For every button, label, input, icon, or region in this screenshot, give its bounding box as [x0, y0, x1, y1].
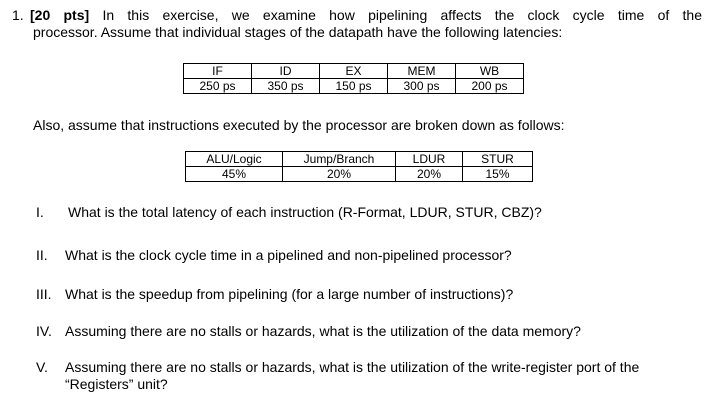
question-3-numeral: III.: [36, 286, 52, 302]
latency-header-if: IF: [184, 64, 252, 79]
latency-value-mem: 300 ps: [388, 79, 456, 94]
question-2-text: What is the clock cycle time in a pipelined and non-pipelined processor?: [65, 247, 512, 263]
question-3-text: What is the speedup from pipelining (for a large number of instructions)?: [65, 286, 514, 302]
latency-header-id: ID: [252, 64, 320, 79]
question-2: [36, 247, 704, 264]
intro-line-1: [12, 7, 702, 24]
question-5-numeral: V.: [36, 359, 48, 375]
mix-header-ldur: LDUR: [396, 152, 463, 167]
question-3: [36, 286, 704, 303]
question-4-text: Assuming there are no stalls or hazards, what is the utilization of the data memory?: [65, 323, 581, 339]
latency-value-id: 350 ps: [252, 79, 320, 94]
mix-value-ldur: 20%: [396, 167, 463, 182]
latency-value-wb: 200 ps: [456, 79, 524, 94]
mix-header-stur: STUR: [463, 152, 533, 167]
problem-intro: [12, 7, 702, 41]
problem-number: 1.: [12, 7, 24, 23]
latency-value-if: 250 ps: [184, 79, 252, 94]
instruction-mix-intro: Also, assume that instructions executed by the processor are broken down as follows:: [33, 117, 565, 133]
intro-text-1: In this exercise, we examine how pipelining affects the clock cycle time of the: [102, 7, 702, 23]
question-1-numeral: I.: [36, 204, 44, 220]
question-1: [36, 204, 704, 221]
mix-header-row: [186, 152, 533, 167]
mix-value-jump: 20%: [283, 167, 396, 182]
mix-value-stur: 15%: [463, 167, 533, 182]
mix-header-alu: ALU/Logic: [186, 152, 283, 167]
instruction-mix-table: [185, 151, 533, 182]
mix-value-row: [186, 167, 533, 182]
mix-header-jump: Jump/Branch: [283, 152, 396, 167]
latency-header-wb: WB: [456, 64, 524, 79]
question-1-text: What is the total latency of each instruction (R-Format, LDUR, STUR, CBZ)?: [68, 204, 542, 220]
stage-latency-table: [183, 63, 524, 94]
latency-header-ex: EX: [320, 64, 388, 79]
question-4-numeral: IV.: [36, 323, 52, 339]
problem-points: [20 pts]: [30, 7, 90, 23]
latency-header-mem: MEM: [388, 64, 456, 79]
question-4: [36, 323, 704, 340]
intro-text-2: processor. Assume that individual stages of the datapath have the following latencies:: [33, 24, 563, 40]
latency-value-ex: 150 ps: [320, 79, 388, 94]
latency-header-row: [184, 64, 524, 79]
question-5: [36, 359, 704, 393]
question-2-numeral: II.: [36, 247, 48, 263]
mix-value-alu: 45%: [186, 167, 283, 182]
latency-value-row: [184, 79, 524, 94]
question-5-text: Assuming there are no stalls or hazards, what is the utilization of the write-register port of the “Registers” unit?: [65, 359, 640, 392]
